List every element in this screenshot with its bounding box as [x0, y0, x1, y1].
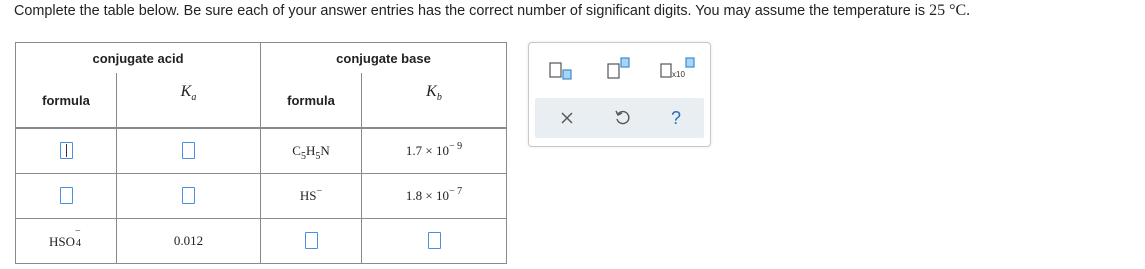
table-row	[16, 128, 507, 174]
kb-exponent: − 9	[448, 141, 463, 152]
superscript-template-button[interactable]	[607, 56, 633, 85]
acid-formula-input[interactable]	[60, 187, 73, 204]
scientific-notation-button[interactable]	[660, 56, 698, 85]
ka-cell	[117, 174, 261, 219]
acid-formula-input[interactable]	[60, 142, 73, 159]
ka-value: 0.012	[173, 233, 204, 248]
ka-input[interactable]	[182, 187, 195, 204]
header-conjugate-acid: conjugate acid	[16, 43, 261, 74]
temperature-value: 25 °C.	[929, 2, 971, 19]
base-formula-cell	[261, 128, 362, 174]
close-icon	[560, 111, 574, 125]
ka-symbol: K	[180, 83, 192, 100]
subscript-template-button[interactable]	[549, 60, 573, 87]
sci-label: x10	[672, 70, 685, 79]
chemistry-table	[15, 42, 507, 264]
kb-subscript: b	[436, 92, 442, 103]
kb-header	[362, 73, 507, 128]
superscript-template-icon	[607, 56, 633, 80]
formula-subscript: 5	[300, 151, 306, 162]
ka-cell	[117, 128, 261, 174]
ka-cell	[117, 219, 261, 264]
table-row	[16, 174, 507, 219]
instructions	[14, 2, 970, 20]
base-formula-header: formula	[261, 73, 362, 128]
ka-input[interactable]	[182, 142, 195, 159]
kb-cell	[362, 174, 507, 219]
kb-base: 10	[435, 188, 449, 203]
ka-subscript: a	[191, 92, 197, 103]
formula-element-c: C	[292, 143, 301, 158]
formula-main: HS	[299, 188, 317, 203]
kb-cell	[362, 219, 507, 264]
subscript-template-icon	[549, 60, 573, 82]
formula-element-n: N	[320, 143, 330, 158]
times-sign: ×	[425, 143, 433, 158]
formula-subscript: 5	[315, 151, 321, 162]
formula-element-h: H	[305, 143, 316, 158]
kb-symbol: K	[426, 83, 437, 100]
palette-controls	[535, 98, 704, 138]
kb-exponent: − 7	[448, 186, 463, 197]
acid-formula-cell	[16, 219, 117, 264]
kb-cell	[362, 128, 507, 174]
math-palette	[528, 42, 711, 147]
table-row	[16, 219, 507, 264]
acid-formula-cell	[16, 128, 117, 174]
help-button[interactable]: ?	[670, 108, 681, 128]
formula-subscript: 4	[76, 238, 81, 249]
base-formula-cell	[261, 219, 362, 264]
ka-header	[117, 73, 261, 128]
undo-icon	[614, 110, 630, 126]
kb-input[interactable]	[428, 232, 441, 249]
base-formula-cell	[261, 174, 362, 219]
undo-button[interactable]	[611, 107, 633, 129]
times-sign: ×	[425, 188, 433, 203]
formula-charge: −	[75, 226, 81, 237]
clear-button[interactable]	[556, 107, 578, 129]
scientific-notation-icon	[660, 56, 698, 80]
formula-main: HSO	[48, 234, 75, 249]
instructions-text: Complete the table below. Be sure each of your answer entries has the correct number of significant digits. You may assume the temperature is	[14, 3, 926, 19]
kb-mantissa: 1.8	[405, 188, 423, 203]
acid-formula-header: formula	[16, 73, 117, 128]
template-buttons	[529, 43, 710, 98]
header-conjugate-base: conjugate base	[261, 43, 507, 74]
kb-base: 10	[435, 143, 449, 158]
base-formula-input[interactable]	[305, 232, 318, 249]
acid-formula-cell	[16, 174, 117, 219]
kb-mantissa: 1.7	[405, 143, 423, 158]
formula-charge: −	[316, 186, 323, 197]
